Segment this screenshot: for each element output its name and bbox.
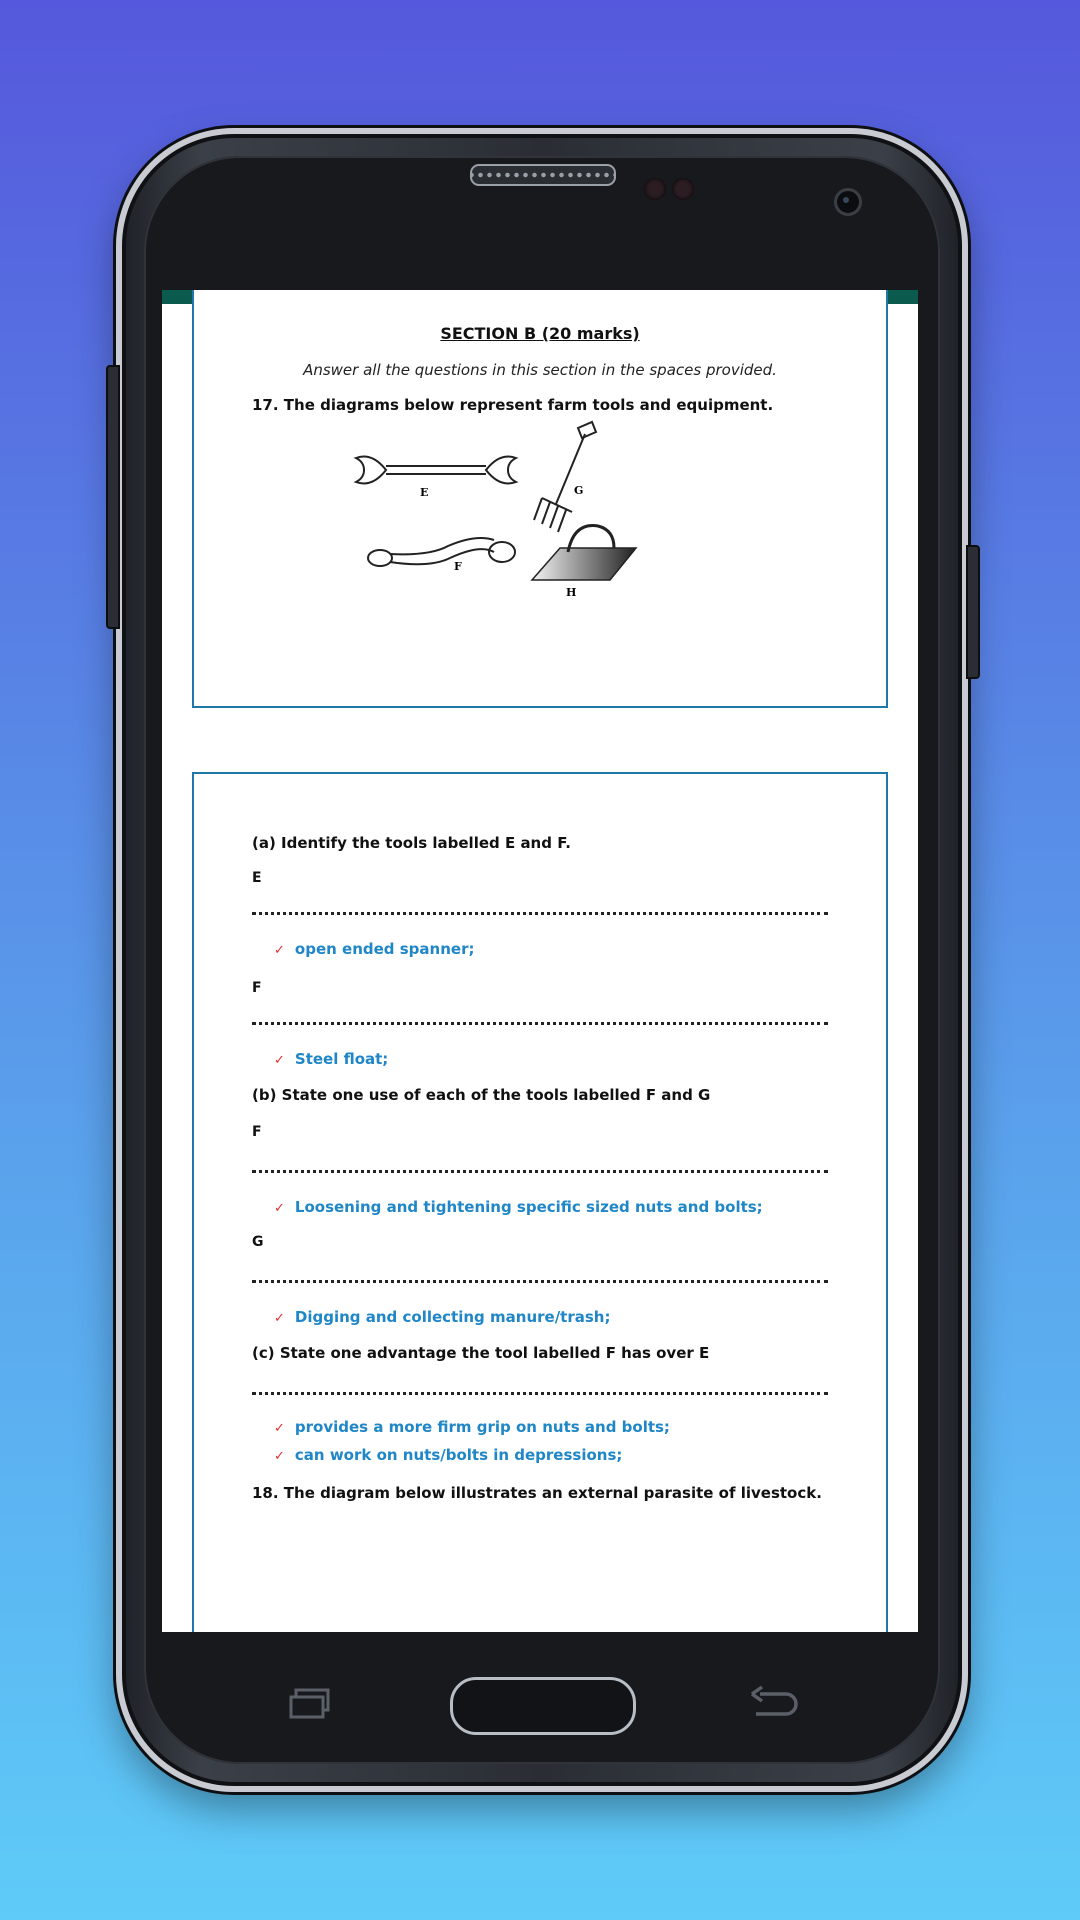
answer-text: Loosening and tightening specific sized nuts and bolts; <box>294 1198 763 1216</box>
check-icon: ✓ <box>274 1311 285 1326</box>
spanner-f-image <box>368 538 515 566</box>
diagram-label-e: E <box>420 486 429 499</box>
answer-line <box>252 912 828 915</box>
power-button <box>966 545 980 679</box>
question-17b: (b) State one use of each of the tools labelled F and G <box>252 1086 711 1104</box>
label-g: G <box>252 1234 264 1250</box>
answer-text: Digging and collecting manure/trash; <box>294 1308 611 1326</box>
check-icon: ✓ <box>274 1449 285 1464</box>
question-18: 18. The diagram below illustrates an external parasite of livestock. <box>252 1484 822 1502</box>
answer-text: Steel float; <box>294 1050 389 1068</box>
label-f: F <box>252 980 262 996</box>
diagram-label-h: H <box>566 586 577 599</box>
navigation-bar <box>162 1632 918 1752</box>
check-icon: ✓ <box>274 1421 285 1436</box>
answer-line <box>252 1022 828 1025</box>
recents-icon[interactable] <box>288 1688 332 1720</box>
fork-g-image <box>534 422 596 532</box>
back-icon[interactable] <box>746 1684 798 1724</box>
page-card <box>192 290 888 708</box>
light-sensor <box>672 178 694 200</box>
answer-text: can work on nuts/bolts in depressions; <box>294 1446 623 1464</box>
check-icon: ✓ <box>274 1053 285 1068</box>
diagram-label-g: G <box>574 484 584 497</box>
check-icon: ✓ <box>274 1201 285 1216</box>
answer-17c-2 <box>274 1446 622 1464</box>
answer-line <box>252 1280 828 1283</box>
answer-17a-e <box>274 940 474 958</box>
farm-tools-diagram <box>274 420 794 620</box>
instructions: Answer all the questions in this section in the spaces provided. <box>303 361 777 379</box>
answer-line <box>252 1392 828 1395</box>
front-camera-icon <box>834 188 862 216</box>
answer-line <box>252 1170 828 1173</box>
app-screen[interactable] <box>162 290 918 1632</box>
answer-text: provides a more firm grip on nuts and bolts; <box>294 1418 670 1436</box>
home-button[interactable] <box>450 1677 636 1735</box>
answer-17b-f <box>274 1198 763 1216</box>
question-17c: (c) State one advantage the tool labelled F has over E <box>252 1344 710 1362</box>
question-17a: (a) Identify the tools labelled E and F. <box>252 834 571 852</box>
label-e: E <box>252 870 262 886</box>
answer-17c-1 <box>274 1418 670 1436</box>
question-17: 17. The diagrams below represent farm tools and equipment. <box>252 396 774 414</box>
spanner-e-image <box>356 457 516 484</box>
answer-17a-f <box>274 1050 388 1068</box>
answer-text: open ended spanner; <box>294 940 475 958</box>
page-card <box>192 772 888 1632</box>
section-title: SECTION B (20 marks) <box>440 324 640 343</box>
proximity-sensor <box>644 178 666 200</box>
float-h-image <box>532 526 636 580</box>
check-icon: ✓ <box>274 943 285 958</box>
answer-17b-g <box>274 1308 610 1326</box>
volume-button <box>106 365 120 629</box>
diagram-label-f: F <box>454 560 462 573</box>
label-f: F <box>252 1124 262 1140</box>
earpiece-speaker <box>470 164 616 186</box>
